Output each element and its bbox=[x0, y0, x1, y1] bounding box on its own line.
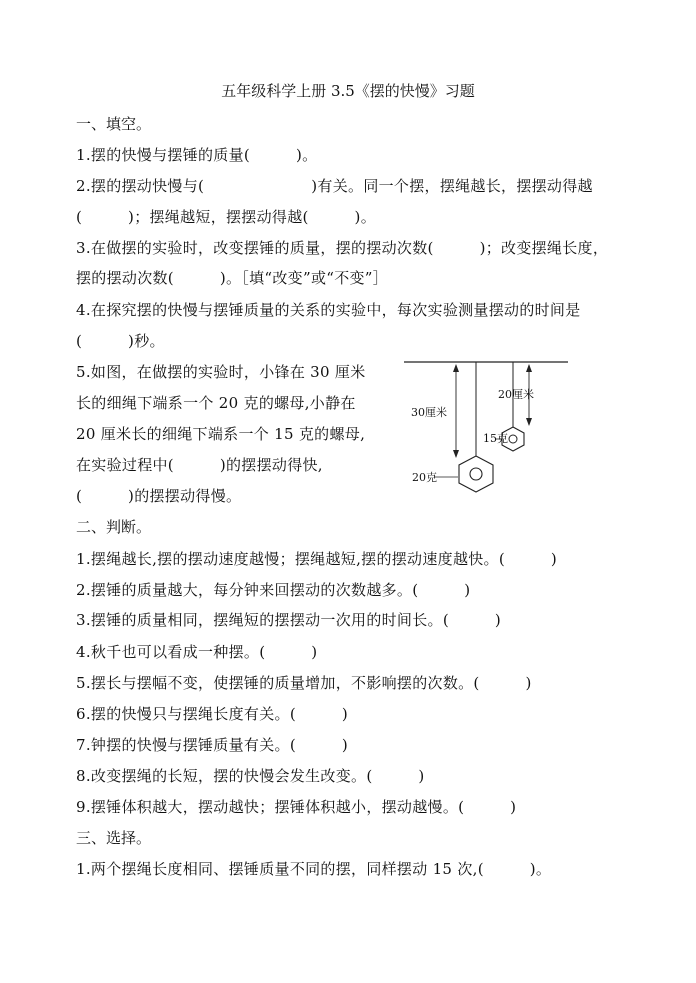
judge-q4: 4.秋千也可以看成一种摆。( ) bbox=[76, 643, 318, 661]
page-title: 五年级科学上册 3.5《摆的快慢》习题 bbox=[221, 82, 475, 100]
judge-q8: 8.改变摆绳的长短，摆的快慢会发生改变。( ) bbox=[76, 767, 425, 785]
fill-q3-line1: 3.在做摆的实验时，改变摆锤的质量，摆的摆动次数( )；改变摆绳长度， bbox=[76, 239, 609, 257]
judge-q1: 1.摆绳越长,摆的摆动速度越慢；摆绳越短,摆的摆动速度越快。( ) bbox=[76, 550, 558, 568]
fill-q5-line2: 长的细绳下端系一个 20 克的螺母,小静在 bbox=[76, 394, 356, 412]
fill-q5-line3: 20 厘米长的细绳下端系一个 15 克的螺母, bbox=[76, 425, 366, 443]
label-long-length: 30厘米 bbox=[411, 406, 447, 419]
section-choice-heading: 三、选择。 bbox=[76, 829, 152, 847]
fill-q5-line4: 在实验过程中( )的摆摆动得快, bbox=[76, 456, 323, 474]
fill-q4-line2: ( )秒。 bbox=[76, 332, 165, 350]
section-fill-heading: 一、填空。 bbox=[76, 115, 152, 133]
section-judge-heading: 二、判断。 bbox=[76, 518, 152, 536]
label-heavy-mass: 20克 bbox=[412, 471, 437, 484]
fill-q4-line1: 4.在探究摆的快慢与摆锤质量的关系的实验中，每次实验测量摆动的时间是 bbox=[76, 301, 581, 319]
heavy-nut-hole bbox=[470, 468, 482, 480]
long-measure-arrow-top bbox=[453, 364, 459, 372]
choice-q1: 1.两个摆绳长度相同、摆锤质量不同的摆，同样摆动 15 次,( )。 bbox=[76, 860, 552, 878]
judge-q9: 9.摆锤体积越大，摆动越快；摆锤体积越小，摆动越慢。( ) bbox=[76, 798, 517, 816]
pendulum-diagram bbox=[398, 350, 573, 495]
fill-q2-line2: ( )；摆绳越短，摆摆动得越( )。 bbox=[76, 208, 377, 226]
judge-q5: 5.摆长与摆幅不变，使摆锤的质量增加，不影响摆的次数。( ) bbox=[76, 674, 532, 692]
fill-q5-line5: ( )的摆摆动得慢。 bbox=[76, 487, 242, 505]
fill-q1: 1.摆的快慢与摆锤的质量( )。 bbox=[76, 146, 318, 164]
light-nut-hole bbox=[509, 435, 517, 443]
short-measure-arrow-top bbox=[526, 364, 532, 372]
judge-q3: 3.摆锤的质量相同，摆绳短的摆摆动一次用的时间长。( ) bbox=[76, 611, 502, 629]
short-measure-arrow-bottom bbox=[526, 418, 532, 426]
label-light-mass: 15克 bbox=[483, 432, 508, 445]
fill-q3-line2: 摆的摆动次数( )。［填“改变”或“不变”］ bbox=[76, 269, 389, 287]
long-measure-arrow-bottom bbox=[453, 450, 459, 458]
judge-q6: 6.摆的快慢只与摆绳长度有关。( ) bbox=[76, 705, 349, 723]
judge-q2: 2.摆锤的质量越大，每分钟来回摆动的次数越多。( ) bbox=[76, 581, 471, 599]
judge-q7: 7.钟摆的快慢与摆锤质量有关。( ) bbox=[76, 736, 349, 754]
fill-q2-line1: 2.摆的摆动快慢与( )有关。同一个摆，摆绳越长，摆摆动得越 bbox=[76, 177, 593, 195]
fill-q5-line1: 5.如图，在做摆的实验时，小锋在 30 厘米 bbox=[76, 363, 366, 381]
label-short-length: 20厘米 bbox=[498, 388, 534, 401]
